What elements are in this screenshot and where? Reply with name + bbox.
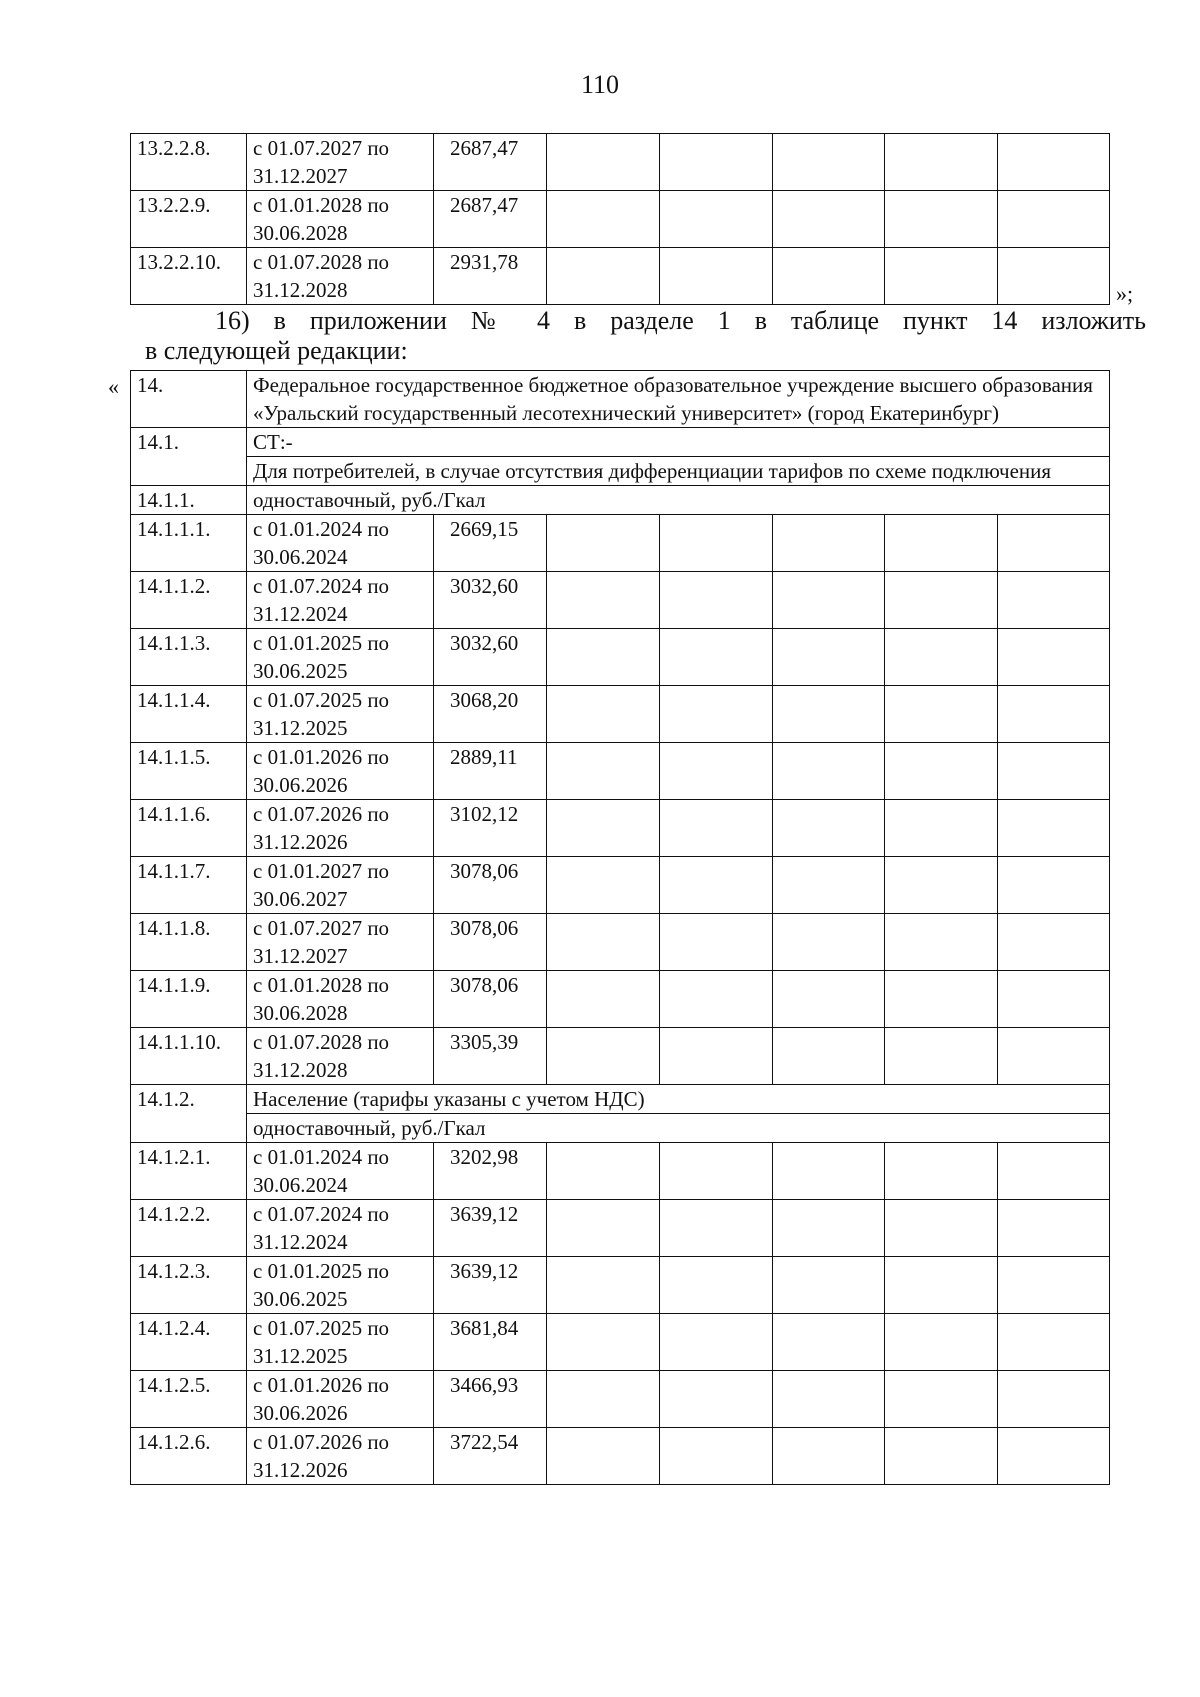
empty-cell bbox=[660, 134, 773, 191]
empty-cell bbox=[885, 1143, 998, 1200]
section-number: 14.1. bbox=[131, 428, 247, 486]
tariff-value: 3202,98 bbox=[434, 1143, 547, 1200]
empty-cell bbox=[660, 515, 773, 572]
empty-cell bbox=[547, 1028, 660, 1085]
period bbox=[247, 515, 434, 572]
population-subtitle: одноставочный, руб./Гкал bbox=[247, 1114, 1110, 1143]
empty-cell bbox=[547, 743, 660, 800]
empty-cell bbox=[998, 629, 1110, 686]
period bbox=[247, 686, 434, 743]
empty-cell bbox=[998, 1371, 1110, 1428]
empty-cell bbox=[998, 1200, 1110, 1257]
page-number: 110 bbox=[580, 70, 620, 99]
empty-cell bbox=[660, 914, 773, 971]
period bbox=[247, 743, 434, 800]
empty-cell bbox=[885, 572, 998, 629]
tariff-value: 3466,93 bbox=[434, 1371, 547, 1428]
period bbox=[247, 857, 434, 914]
empty-cell bbox=[773, 1428, 885, 1485]
period-line1: с 01.07.2027 по bbox=[253, 136, 390, 160]
empty-cell bbox=[998, 1028, 1110, 1085]
tariff-value: 3639,12 bbox=[434, 1200, 547, 1257]
tariff-table-item-14 bbox=[130, 370, 1110, 1485]
empty-cell bbox=[547, 515, 660, 572]
table-row bbox=[131, 857, 1110, 914]
empty-cell bbox=[547, 1257, 660, 1314]
table-row bbox=[131, 1428, 1110, 1485]
tariff-value: 3102,12 bbox=[434, 800, 547, 857]
empty-cell bbox=[660, 743, 773, 800]
period-line1: с 01.07.2026 по bbox=[253, 1430, 390, 1454]
period-line2: 30.06.2028 bbox=[253, 221, 348, 245]
empty-cell bbox=[547, 134, 660, 191]
table-row bbox=[131, 515, 1110, 572]
empty-cell bbox=[998, 1314, 1110, 1371]
period bbox=[247, 1314, 434, 1371]
empty-cell bbox=[773, 572, 885, 629]
empty-cell bbox=[998, 857, 1110, 914]
empty-cell bbox=[773, 1371, 885, 1428]
empty-cell bbox=[547, 686, 660, 743]
period-line2: 30.06.2027 bbox=[253, 887, 348, 911]
empty-cell bbox=[660, 1028, 773, 1085]
empty-cell bbox=[885, 1028, 998, 1085]
row-number: 14.1.2.2. bbox=[131, 1200, 247, 1257]
empty-cell bbox=[885, 971, 998, 1028]
section-title: СТ:- bbox=[247, 428, 1110, 457]
empty-cell bbox=[547, 1200, 660, 1257]
empty-cell bbox=[660, 800, 773, 857]
period-line1: с 01.01.2025 по bbox=[253, 631, 390, 655]
empty-cell bbox=[773, 1143, 885, 1200]
empty-cell bbox=[885, 1371, 998, 1428]
tariff-value: 3078,06 bbox=[434, 914, 547, 971]
table-row bbox=[131, 971, 1110, 1028]
closing-quote: »; bbox=[1116, 281, 1134, 306]
row-number: 14.1.1.8. bbox=[131, 914, 247, 971]
period bbox=[247, 1028, 434, 1085]
empty-cell bbox=[547, 191, 660, 248]
row-number: 13.2.2.9. bbox=[131, 191, 247, 248]
empty-cell bbox=[998, 134, 1110, 191]
row-number: 14.1.1.1. bbox=[131, 515, 247, 572]
period-line2: 30.06.2025 bbox=[253, 1287, 348, 1311]
row-number: 14.1.1.2. bbox=[131, 572, 247, 629]
row-number: 14.1.2.5. bbox=[131, 1371, 247, 1428]
amendment-paragraph-line2: в следующей редакции: bbox=[145, 336, 408, 365]
amendment-paragraph-line1: 16) в приложении № 4 в разделе 1 в таблице пункт 14 изложить bbox=[215, 306, 1146, 335]
empty-cell bbox=[885, 1200, 998, 1257]
empty-cell bbox=[885, 800, 998, 857]
empty-cell bbox=[998, 743, 1110, 800]
empty-cell bbox=[998, 800, 1110, 857]
empty-cell bbox=[773, 1314, 885, 1371]
row-number: 14.1.1.3. bbox=[131, 629, 247, 686]
org-name: Федеральное государственное бюджетное образовательное учреждение высшего образования «Уральский государственный лесотехнический университет» (город Екатеринбург) bbox=[247, 371, 1110, 428]
tariff-value: 3681,84 bbox=[434, 1314, 547, 1371]
row-number: 14.1.1.4. bbox=[131, 686, 247, 743]
table-row bbox=[131, 191, 1110, 248]
table-row bbox=[131, 248, 1110, 305]
tariff-table-continuation-body bbox=[131, 134, 1110, 305]
tariff-value: 3032,60 bbox=[434, 572, 547, 629]
population-row bbox=[131, 1085, 1110, 1114]
period-line1: с 01.01.2025 по bbox=[253, 1259, 390, 1283]
period-line1: с 01.07.2025 по bbox=[253, 1316, 390, 1340]
org-row bbox=[131, 371, 1110, 428]
empty-cell bbox=[998, 572, 1110, 629]
period-line1: с 01.07.2024 по bbox=[253, 1202, 390, 1226]
table-row bbox=[131, 1314, 1110, 1371]
period bbox=[247, 914, 434, 971]
empty-cell bbox=[773, 1257, 885, 1314]
period bbox=[247, 971, 434, 1028]
tariff-value: 3078,06 bbox=[434, 857, 547, 914]
period bbox=[247, 1200, 434, 1257]
period bbox=[247, 134, 434, 191]
table-row bbox=[131, 1143, 1110, 1200]
empty-cell bbox=[998, 971, 1110, 1028]
empty-cell bbox=[547, 248, 660, 305]
empty-cell bbox=[660, 248, 773, 305]
table-row bbox=[131, 629, 1110, 686]
empty-cell bbox=[885, 191, 998, 248]
row-number: 14.1.1.6. bbox=[131, 800, 247, 857]
tariff-value: 2889,11 bbox=[434, 743, 547, 800]
empty-cell bbox=[885, 1257, 998, 1314]
empty-cell bbox=[547, 629, 660, 686]
empty-cell bbox=[773, 1028, 885, 1085]
empty-cell bbox=[885, 1314, 998, 1371]
tariff-value: 2687,47 bbox=[434, 134, 547, 191]
empty-cell bbox=[547, 1143, 660, 1200]
tariff-value: 3305,39 bbox=[434, 1028, 547, 1085]
empty-cell bbox=[660, 1200, 773, 1257]
period-line1: с 01.07.2025 по bbox=[253, 688, 390, 712]
tariff-value: 2687,47 bbox=[434, 191, 547, 248]
empty-cell bbox=[660, 686, 773, 743]
org-number: 14. bbox=[131, 371, 247, 428]
empty-cell bbox=[660, 1257, 773, 1314]
empty-cell bbox=[660, 572, 773, 629]
empty-cell bbox=[773, 857, 885, 914]
period-line1: с 01.01.2026 по bbox=[253, 1373, 390, 1397]
empty-cell bbox=[998, 191, 1110, 248]
period-line1: с 01.07.2024 по bbox=[253, 574, 390, 598]
period bbox=[247, 191, 434, 248]
table-row bbox=[131, 1371, 1110, 1428]
period-line2: 31.12.2028 bbox=[253, 1058, 348, 1082]
period-line2: 31.12.2025 bbox=[253, 1344, 348, 1368]
period-line2: 31.12.2027 bbox=[253, 164, 348, 188]
empty-cell bbox=[885, 686, 998, 743]
period-line1: с 01.01.2024 по bbox=[253, 1145, 390, 1169]
period-line2: 31.12.2026 bbox=[253, 1458, 348, 1482]
amendment-paragraph bbox=[145, 306, 1146, 366]
row-number: 14.1.1.10. bbox=[131, 1028, 247, 1085]
period-line2: 31.12.2027 bbox=[253, 944, 348, 968]
period-line2: 30.06.2024 bbox=[253, 545, 348, 569]
row-number: 14.1.1.5. bbox=[131, 743, 247, 800]
row-number: 14.1.1.9. bbox=[131, 971, 247, 1028]
period-line2: 30.06.2026 bbox=[253, 1401, 348, 1425]
empty-cell bbox=[885, 248, 998, 305]
period-line2: 30.06.2028 bbox=[253, 1001, 348, 1025]
period-line1: с 01.01.2028 по bbox=[253, 973, 390, 997]
period-line2: 30.06.2025 bbox=[253, 659, 348, 683]
period-line2: 31.12.2028 bbox=[253, 278, 348, 302]
period bbox=[247, 248, 434, 305]
period bbox=[247, 800, 434, 857]
row-number: 14.1.2.6. bbox=[131, 1428, 247, 1485]
empty-cell bbox=[547, 971, 660, 1028]
empty-cell bbox=[773, 971, 885, 1028]
empty-cell bbox=[547, 857, 660, 914]
empty-cell bbox=[660, 629, 773, 686]
empty-cell bbox=[547, 914, 660, 971]
subsection-title: одноставочный, руб./Гкал bbox=[247, 486, 1110, 515]
table-row bbox=[131, 134, 1110, 191]
tariff-value: 2669,15 bbox=[434, 515, 547, 572]
table-row bbox=[131, 914, 1110, 971]
empty-cell bbox=[547, 1314, 660, 1371]
row-number: 13.2.2.8. bbox=[131, 134, 247, 191]
period-line1: с 01.01.2026 по bbox=[253, 745, 390, 769]
row-number: 13.2.2.10. bbox=[131, 248, 247, 305]
table-row bbox=[131, 743, 1110, 800]
period-line2: 30.06.2026 bbox=[253, 773, 348, 797]
empty-cell bbox=[773, 134, 885, 191]
period bbox=[247, 1143, 434, 1200]
population-title: Население (тарифы указаны с учетом НДС) bbox=[247, 1085, 1110, 1114]
empty-cell bbox=[773, 515, 885, 572]
empty-cell bbox=[660, 1371, 773, 1428]
period-line2: 31.12.2024 bbox=[253, 1230, 348, 1254]
subsection-row bbox=[131, 486, 1110, 515]
table-row bbox=[131, 800, 1110, 857]
empty-cell bbox=[773, 800, 885, 857]
population-number: 14.1.2. bbox=[131, 1085, 247, 1143]
period-line2: 31.12.2026 bbox=[253, 830, 348, 854]
row-number: 14.1.1.7. bbox=[131, 857, 247, 914]
subsection-number: 14.1.1. bbox=[131, 486, 247, 515]
period-line1: с 01.01.2028 по bbox=[253, 193, 390, 217]
empty-cell bbox=[885, 743, 998, 800]
period-line1: с 01.07.2028 по bbox=[253, 250, 390, 274]
empty-cell bbox=[660, 1428, 773, 1485]
empty-cell bbox=[885, 914, 998, 971]
empty-cell bbox=[660, 1143, 773, 1200]
empty-cell bbox=[998, 1257, 1110, 1314]
period-line1: с 01.07.2028 по bbox=[253, 1030, 390, 1054]
empty-cell bbox=[885, 515, 998, 572]
opening-quote: « bbox=[108, 374, 119, 399]
tariff-table-item-14-body bbox=[131, 371, 1110, 1485]
period bbox=[247, 1428, 434, 1485]
empty-cell bbox=[773, 248, 885, 305]
empty-cell bbox=[547, 1371, 660, 1428]
tariff-value: 3722,54 bbox=[434, 1428, 547, 1485]
period-line2: 31.12.2024 bbox=[253, 602, 348, 626]
period-line1: с 01.07.2027 по bbox=[253, 916, 390, 940]
table-row bbox=[131, 572, 1110, 629]
period-line2: 30.06.2024 bbox=[253, 1173, 348, 1197]
period bbox=[247, 1257, 434, 1314]
empty-cell bbox=[773, 686, 885, 743]
empty-cell bbox=[773, 629, 885, 686]
table-row bbox=[131, 1028, 1110, 1085]
empty-cell bbox=[998, 248, 1110, 305]
tariff-value: 3032,60 bbox=[434, 629, 547, 686]
empty-cell bbox=[998, 1428, 1110, 1485]
table-row bbox=[131, 1257, 1110, 1314]
empty-cell bbox=[885, 857, 998, 914]
empty-cell bbox=[998, 914, 1110, 971]
tariff-value: 2931,78 bbox=[434, 248, 547, 305]
empty-cell bbox=[660, 971, 773, 1028]
empty-cell bbox=[547, 800, 660, 857]
period-line1: с 01.07.2026 по bbox=[253, 802, 390, 826]
empty-cell bbox=[547, 1428, 660, 1485]
empty-cell bbox=[773, 191, 885, 248]
population-subtitle-row bbox=[131, 1114, 1110, 1143]
period bbox=[247, 629, 434, 686]
table-row bbox=[131, 686, 1110, 743]
period-line1: с 01.01.2027 по bbox=[253, 859, 390, 883]
table-row bbox=[131, 1200, 1110, 1257]
row-number: 14.1.2.3. bbox=[131, 1257, 247, 1314]
empty-cell bbox=[885, 629, 998, 686]
empty-cell bbox=[998, 1143, 1110, 1200]
empty-cell bbox=[773, 1200, 885, 1257]
section-description: Для потребителей, в случае отсутствия дифференциации тарифов по схеме подключения bbox=[247, 457, 1110, 486]
tariff-value: 3639,12 bbox=[434, 1257, 547, 1314]
empty-cell bbox=[660, 191, 773, 248]
section-description-row bbox=[131, 457, 1110, 486]
period-line2: 31.12.2025 bbox=[253, 716, 348, 740]
empty-cell bbox=[885, 134, 998, 191]
period bbox=[247, 572, 434, 629]
empty-cell bbox=[773, 914, 885, 971]
empty-cell bbox=[660, 1314, 773, 1371]
tariff-value: 3078,06 bbox=[434, 971, 547, 1028]
period-line1: с 01.01.2024 по bbox=[253, 517, 390, 541]
empty-cell bbox=[773, 743, 885, 800]
period bbox=[247, 1371, 434, 1428]
row-number: 14.1.2.1. bbox=[131, 1143, 247, 1200]
empty-cell bbox=[660, 857, 773, 914]
empty-cell bbox=[885, 1428, 998, 1485]
empty-cell bbox=[998, 515, 1110, 572]
tariff-table-continuation bbox=[130, 133, 1110, 305]
row-number: 14.1.2.4. bbox=[131, 1314, 247, 1371]
empty-cell bbox=[998, 686, 1110, 743]
tariff-value: 3068,20 bbox=[434, 686, 547, 743]
empty-cell bbox=[547, 572, 660, 629]
section-row bbox=[131, 428, 1110, 457]
